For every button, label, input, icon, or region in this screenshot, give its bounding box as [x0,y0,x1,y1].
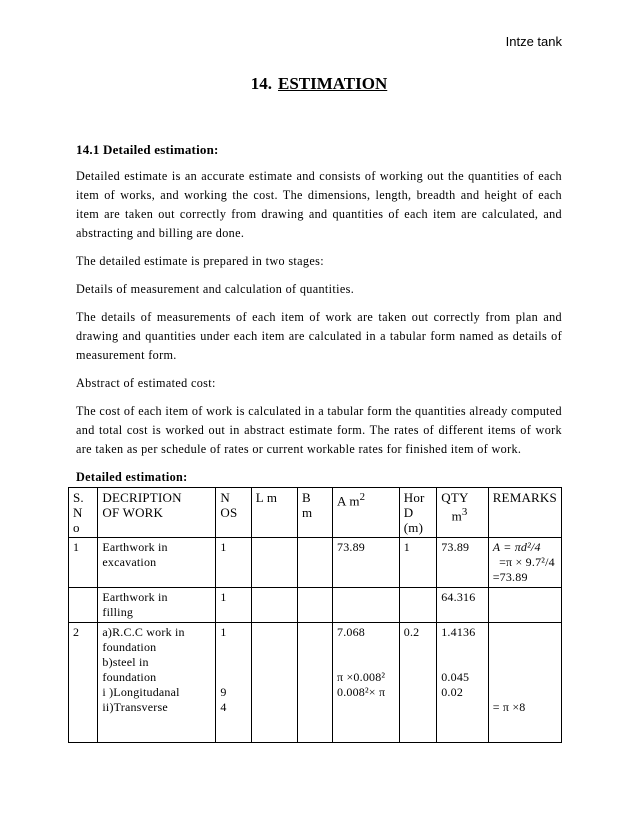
cell-description: Earthwork in filling [98,588,216,623]
cell-remarks [488,588,561,623]
cell-length [251,538,297,588]
chapter-title: ESTIMATION [277,74,388,93]
table-header-row [69,488,562,538]
section-heading-text: 14.1 Detailed estimation [76,142,215,157]
cell-breadth [298,588,333,623]
header-remarks: REMARKS [488,488,561,538]
cell-area: 73.89 [333,538,400,588]
cell-breadth [298,623,333,743]
cell-area [333,588,400,623]
cell-description: a)R.C.C work in foundation b)steel in foundation i )Longitudanal ii)Transverse [98,623,216,743]
header-sno: S. N o [69,488,98,538]
header-quantity: QTY $m^3$ [437,488,488,538]
chapter-number: 14. [250,74,272,93]
cell-quantity: 64.316 [437,588,488,623]
cell-nos: 1 [216,588,251,623]
header-nos: N OS [216,488,251,538]
running-header: Intze tank [505,34,562,49]
cell-height-depth [399,588,436,623]
cell-height-depth: 1 [399,538,436,588]
cell-length [251,623,297,743]
table-row [69,588,562,623]
cell-length [251,588,297,623]
table-row [69,623,562,743]
paragraph-4: The details of measurements of each item of work are taken out correctly from plan and drawing and quantities under each item are calculated in a tabular form named as details of measurement form. [76,310,562,362]
section-heading [76,140,562,159]
paragraph-3: Details of measurement and calculation of quantities. [76,282,355,296]
estimation-table [68,487,562,743]
paragraph-5: Abstract of estimated cost: [76,376,216,390]
cell-sno: 1 [69,538,98,588]
cell-quantity: 73.89 [437,538,488,588]
paragraph-6: The cost of each item of work is calculated in a tabular form the quantities already computed and total cost is worked out in abstract estimate form. The rates of different items of work are taken as per schedule of rates or current workable rates for finished item of work. [76,404,562,456]
cell-remarks: A = πd²/4 =π × 9.7²/4 =73.89 [488,538,561,588]
cell-nos: 1 9 4 [216,623,251,743]
section-heading-colon: : [214,142,219,157]
cell-nos: 1 [216,538,251,588]
header-height-depth: Hor D (m) [399,488,436,538]
section-body [76,140,562,496]
cell-sno [69,588,98,623]
cell-quantity: 1.4136 0.045 0.02 [437,623,488,743]
cell-sno: 2 [69,623,98,743]
header-breadth: B m [298,488,333,538]
paragraph-1: Detailed estimate is an accurate estimate and consists of working out the quantities of each item of works, and working the cost. The dimensions, length, breadth and height of each item are taken out correctly from drawing and quantities of each item are calculated, and abstracting and billing are done. [76,169,562,240]
paragraph-2: The detailed estimate is prepared in two stages: [76,254,324,268]
cell-remarks: = π ×8 [488,623,561,743]
cell-height-depth: 0.2 [399,623,436,743]
table-heading: Detailed estimation: [76,470,188,484]
cell-area: 7.068 π ×0.008² 0.008²× π [333,623,400,743]
cell-breadth [298,538,333,588]
header-area: A $m^2$ [333,488,400,538]
header-description: DECRIPTION OF WORK [98,488,216,538]
header-length: L m [251,488,297,538]
page-title [0,74,638,94]
table-row [69,538,562,588]
cell-description: Earthwork in excavation [98,538,216,588]
